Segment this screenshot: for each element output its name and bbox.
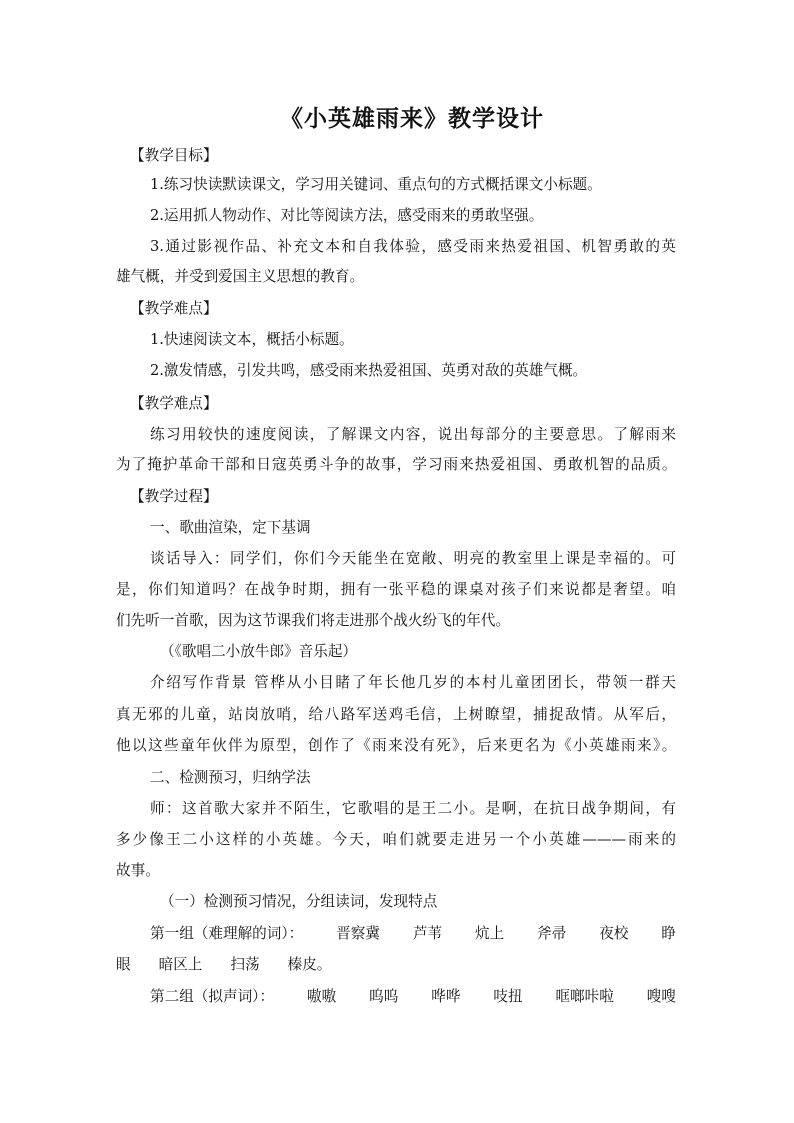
- word: 斧帚: [537, 925, 567, 942]
- word: 哐啷咔啦: [555, 988, 614, 1005]
- word: 夜校: [599, 925, 629, 942]
- goal-2: 2.运用抓人物动作、对比等阅读方法，感受雨来的勇敢坚强。: [150, 207, 544, 224]
- music-note: （《歌唱二小放牛郎》音乐起）: [160, 643, 358, 660]
- word: 嗷嗷: [306, 988, 337, 1005]
- background-line-1: 介绍写作背景 管桦从小目睹了年长他几岁的本村儿童团团长，带领一群天: [150, 674, 676, 691]
- word: 暗区上: [158, 956, 203, 973]
- teacher-line-3: 故事。: [116, 862, 160, 879]
- background-line-2: 真无邪的儿童，站岗放哨，给八路军送鸡毛信，上树瞭望，捕捉敌情。从军后，: [116, 706, 676, 723]
- talk-paragraph-line-3: 们先听一首歌，因为这节课我们将走进那个战火纷飞的年代。: [116, 612, 511, 629]
- teacher-line-2: 多少像王二小这样的小英雄。今天，咱们就要走进另一个小英雄———雨来的: [116, 831, 676, 848]
- word: 吱扭: [493, 988, 523, 1005]
- group-2-line: [150, 987, 676, 1007]
- group-1-line-2: [116, 955, 676, 975]
- word: 炕上: [475, 925, 505, 942]
- goal-3-line-2: 雄气概，并受到爱国主义思想的教育。: [116, 268, 365, 285]
- group-1-label: 第一组（难理解的词）：: [150, 925, 304, 942]
- goal-1: 1.练习快读默读课文，学习用关键词、重点句的方式概括课文小标题。: [150, 176, 602, 193]
- word: 眼: [116, 956, 131, 973]
- sub-1-heading: （一）检测预习情况，分组读词，发现特点: [160, 893, 438, 910]
- difficulty-1: 1.快速阅读文本，概括小标题。: [150, 331, 354, 348]
- goals-heading: 【教学目标】: [130, 147, 218, 164]
- teacher-line-1: 师：这首歌大家并不陌生，它歌唱的是王二小。是啊，在抗日战争期间，有: [150, 800, 676, 817]
- step-2-heading: 二、检测预习，归纳学法: [150, 769, 311, 786]
- word: 芦苇: [412, 925, 443, 942]
- talk-paragraph-line-2: 是，你们知道吗？在战争时期，拥有一张平稳的课桌对孩子们来说都是奢望。咱: [116, 581, 676, 598]
- group-1-line-1: [150, 924, 676, 944]
- step-1-heading: 一、歌曲渲染，定下基调: [150, 519, 311, 536]
- word: 哗哗: [431, 988, 461, 1005]
- word: 呜呜: [369, 988, 399, 1005]
- difficulty-2: 2.激发情感，引发共鸣，感受雨来热爱祖国、英勇对敌的英雄气概。: [150, 362, 588, 379]
- difficulty-paragraph-line-1: 练习用较快的速度阅读，了解课文内容，说出每部分的主要意思。了解雨来: [150, 426, 676, 443]
- word: 睁: [661, 925, 676, 942]
- process-heading: 【教学过程】: [130, 488, 218, 505]
- document-title: 《小英雄雨来》教学设计: [280, 106, 544, 132]
- word: 晋察冀: [336, 925, 380, 942]
- difficulty-heading-2: 【教学难点】: [130, 395, 218, 412]
- background-line-3: 他以这些童年伙伴为原型，创作了《雨来没有死》，后来更名为《小英雄雨来》。: [116, 737, 676, 754]
- talk-paragraph-line-1: 谈话导入：同学们，你们今天能坐在宽敞、明亮的教室里上课是幸福的。可: [150, 550, 676, 567]
- difficulty-paragraph-line-2: 为了掩护革命干部和日寇英勇斗争的故事，学习雨来热爱祖国、勇敢机智的品质。: [116, 456, 676, 473]
- difficulty-heading: 【教学难点】: [130, 300, 218, 317]
- word: 榛皮。: [287, 956, 332, 973]
- word: 扫荡: [230, 956, 260, 973]
- group-2-label: 第二组（拟声词）：: [150, 988, 275, 1005]
- goal-3-line-1: 3.通过影视作品、补充文本和自我体验，感受雨来热爱祖国、机智勇敢的英: [150, 238, 676, 255]
- word: 嗖嗖: [646, 988, 676, 1005]
